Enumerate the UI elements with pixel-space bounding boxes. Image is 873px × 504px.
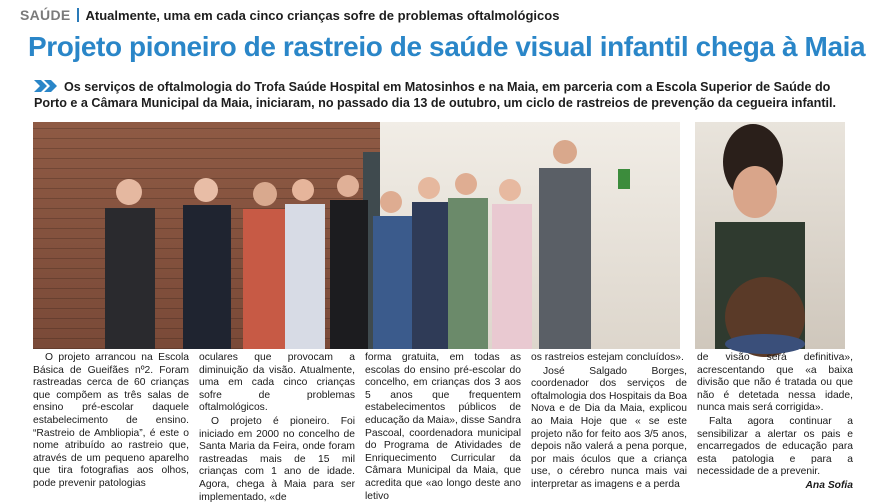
paragraph: forma gratuita, em todas as escolas do ensino pré-escolar do concelho, em crianças dos 3 aos 5 anos que frequentem estabelecimentos públicos de educação da Maia», disse Sandra Pascoal, coordenadora municipal do Programa de Atividades de Enriquecimento Curricular da Câmara Municipal da Maia, que acredita que «ao longo deste ano letivo [365,352,521,502]
paragraph: os rastreios estejam concluídos». [531,352,684,363]
eye-exam-photo [695,122,845,349]
section-header [20,6,559,24]
section-divider [77,8,79,22]
paragraph: oculares que provocam a diminuição da visão. Atualmente, uma em cada cinco crianças sofre de problemas oftalmológicos. [199,352,355,414]
group-photo [33,122,680,349]
article-column-5 [697,352,853,493]
double-chevron-icon [34,80,60,92]
kicker: Atualmente, uma em cada cinco crianças sofre de problemas oftalmológicos [85,7,560,23]
article-column-2 [199,352,355,503]
paragraph: O projeto é pioneiro. Foi iniciado em 2000 no concelho de Santa Maria da Feira, onde foram rastreadas mais de 15 mil crianças com 1 ano de idade. Agora, chega à Maia para ser implementado, «de [199,415,355,503]
article-title: Projeto pioneiro de rastreio de saúde visual infantil chega à Maia [28,31,866,62]
paragraph: de visão será definitiva», acrescentando que «a baixa divisão que não é tratada ou que não é detetada nessa idade, nunca mais será corrigida». [697,352,853,414]
paragraph: O projeto arrancou na Escola Básica de Gueifães nº2. Foram rastreadas cerca de 60 crianças que compõem as três salas de ensino pré-escolar daquele estabelecimento de ensino. “Rastreio de Ambliopia”, é este o nome atribuído ao rastreio que, através de um pequeno aparelho que tira fotografias aos olhos, pode prevenir patologias [33,352,189,489]
paragraph: José Salgado Borges, coordenador dos serviços de oftalmologia dos Hospitais da Boa Nova e de Dia da Maia, explicou ao Maia Hoje que « se este projeto não for feito aos 3/5 anos, depois não valerá a pena porque, por mais óculos que a criança use, o cérebro nunca mais vai interpretar as imagens e a perda [531,365,687,490]
article-column-3 [365,352,521,502]
lead-text: Os serviços de oftalmologia do Trofa Saúde Hospital em Matosinhos e na Maia, em parceria com a Escola Superior de Saúde do Porto e a Câmara Municipal da Maia, iniciaram, no passado dia 13 de outubro, um ciclo de rastreios de prevenção da cegueira infantil. [34,80,837,110]
section-label: SAÚDE [20,7,71,23]
paragraph: Falta agora continuar a sensibilizar a alertar os pais e encarregados de educação para esta patologia e para a necessidade de a prevenir. [697,415,853,478]
article-lead [34,80,854,111]
byline: Ana Sofia [805,479,853,491]
article-column-4 [531,352,687,493]
article-column-1 [33,352,189,493]
article-body [33,352,853,503]
